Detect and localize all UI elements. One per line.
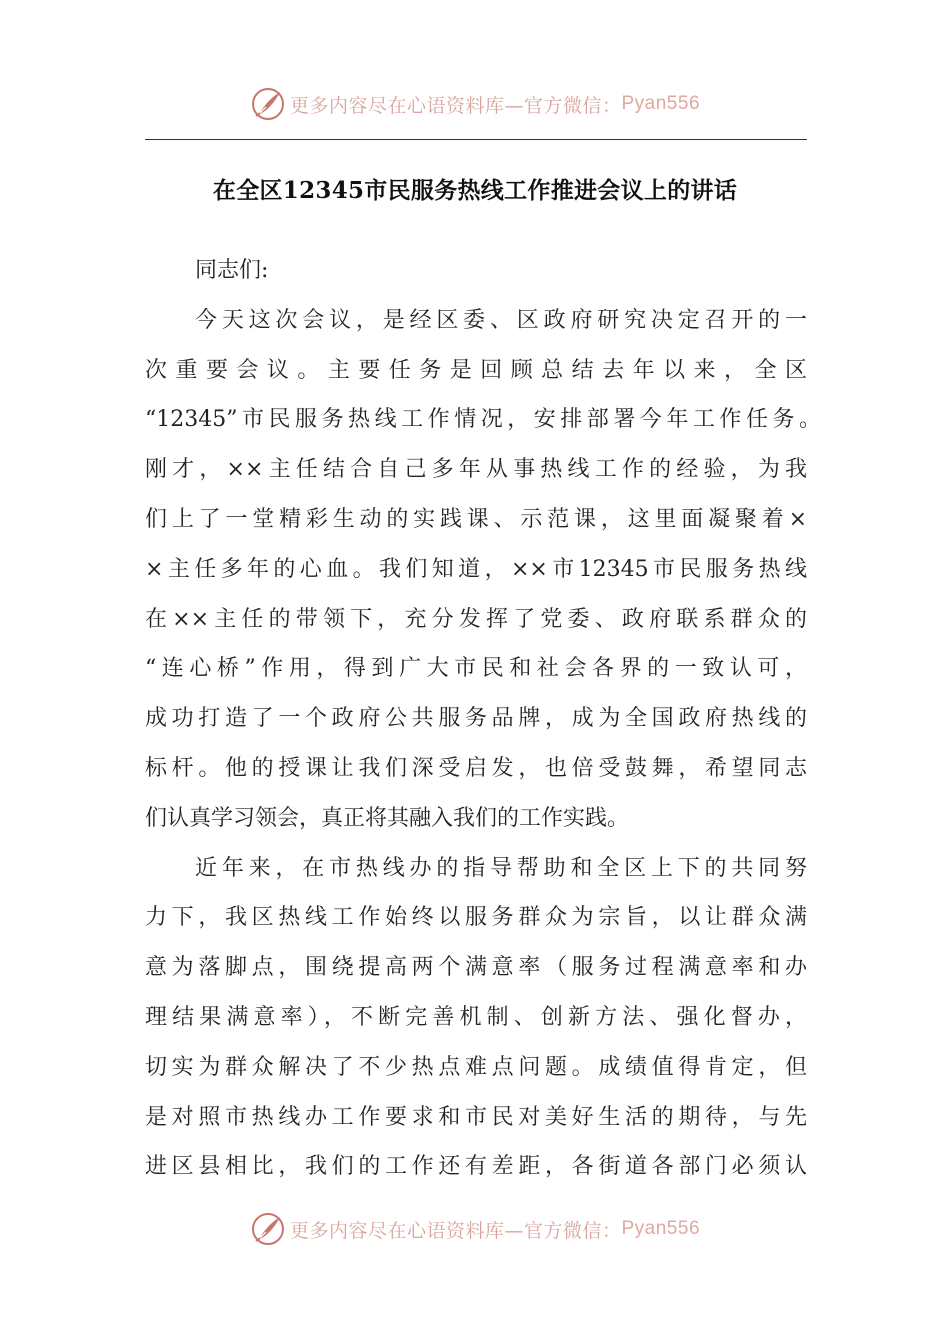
header-divider bbox=[145, 139, 807, 140]
text-line: ×主任多年的心血。我们知道，××市12345市民服务热线 bbox=[145, 556, 807, 582]
text-line: 意为落脚点，围绕提高两个满意率（服务过程满意率和办 bbox=[145, 955, 807, 981]
text-line: 们上了一堂精彩生动的实践课、示范课，这里面凝聚着× bbox=[145, 506, 807, 532]
text-line: 理结果满意率），不断完善机制、创新方法、强化督办， bbox=[145, 1004, 807, 1030]
paragraph-2 bbox=[145, 844, 807, 1193]
watermark-text: 更多内容尽在心语资料库—官方微信： bbox=[289, 1219, 622, 1242]
text-line: 是对照市热线办工作要求和市民对美好生活的期待，与先 bbox=[145, 1104, 807, 1130]
text-line: “12345”市民服务热线工作情况，安排部署今年工作任务。 bbox=[145, 407, 821, 433]
text-line: 进区县相比，我们的工作还有差距，各街道各部门必须认 bbox=[145, 1154, 807, 1180]
text-line: 标杆。他的授课让我们深受启发，也倍受鼓舞，希望同志 bbox=[145, 755, 807, 781]
text-line: 近年来，在市热线办的指导帮助和全区上下的共同努 bbox=[195, 855, 807, 881]
document-body bbox=[145, 246, 821, 1192]
header-watermark bbox=[0, 84, 950, 124]
footer-watermark bbox=[0, 1209, 950, 1249]
text-line: “连心桥”作用，得到广大市民和社会各界的一致认可， bbox=[145, 656, 807, 682]
text-line: 力下，我区热线工作始终以服务群众为宗旨，以让群众满 bbox=[145, 905, 807, 931]
quill-logo-icon bbox=[250, 86, 286, 122]
salutation: 同志们: bbox=[195, 258, 269, 283]
watermark-wechat-id: Pyan556 bbox=[621, 1218, 701, 1239]
paragraph-1 bbox=[145, 296, 821, 844]
watermark-text: 更多内容尽在心语资料库—官方微信： bbox=[289, 94, 622, 117]
text-line: 刚才，××主任结合自己多年从事热线工作的经验，为我 bbox=[145, 457, 807, 483]
text-line: 今天这次会议，是经区委、区政府研究决定召开的一 bbox=[195, 307, 807, 333]
quill-logo-icon bbox=[250, 1211, 286, 1247]
text-line: 在××主任的带领下，充分发挥了党委、政府联系群众的 bbox=[145, 606, 807, 632]
text-line: 次重要会议。主要任务是回顾总结去年以来，全区 bbox=[145, 357, 807, 383]
watermark-wechat-id: Pyan556 bbox=[621, 93, 701, 114]
document-title: 在全区12345市民服务热线工作推进会议上的讲话 bbox=[212, 177, 738, 204]
text-line: 切实为群众解决了不少热点难点问题。成绩值得肯定，但 bbox=[145, 1054, 807, 1080]
text-line: 们认真学习领会，真正将其融入我们的工作实践。 bbox=[145, 805, 630, 831]
text-line: 成功打造了一个政府公共服务品牌，成为全国政府热线的 bbox=[145, 706, 807, 732]
